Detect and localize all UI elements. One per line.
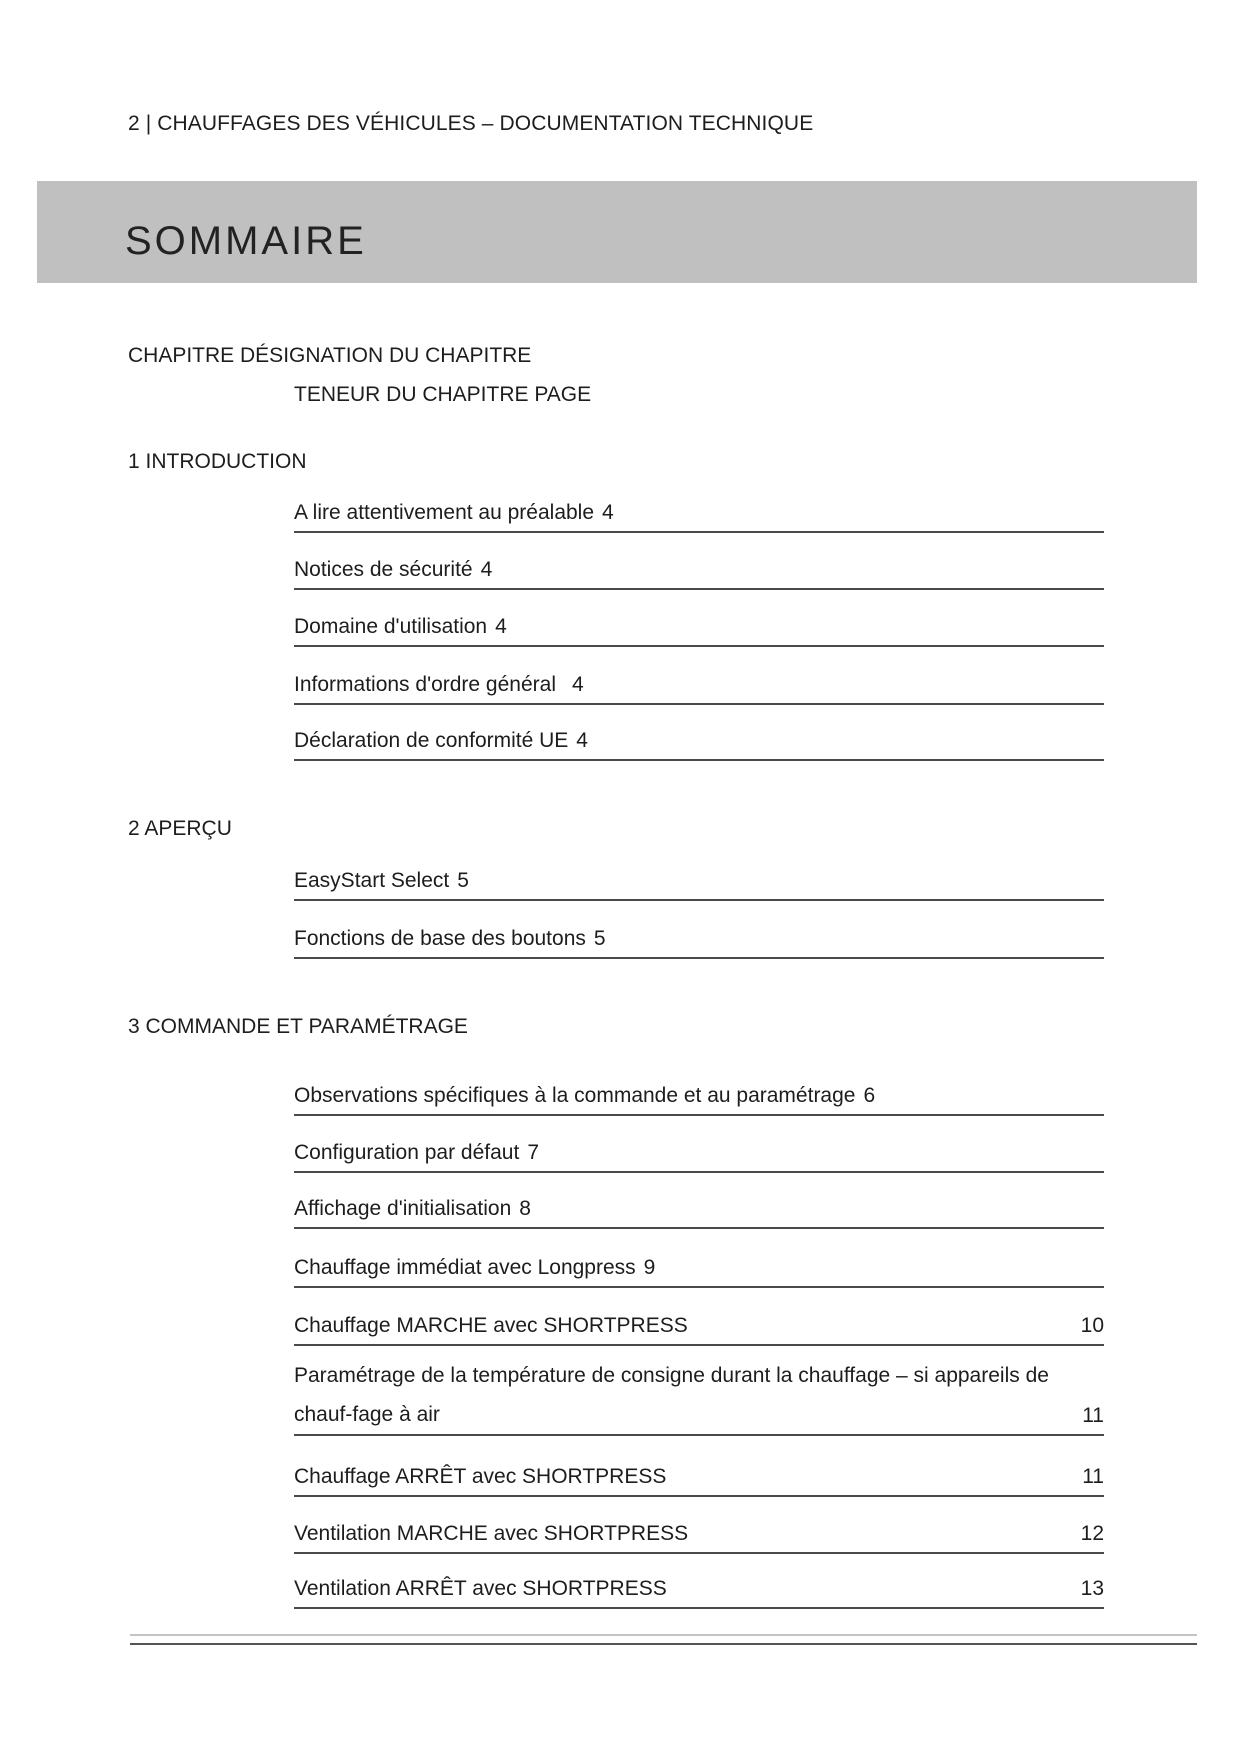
toc-entry[interactable] xyxy=(294,609,1104,647)
toc-entry-text: Déclaration de conformité UE xyxy=(294,729,569,752)
toc-entry[interactable] xyxy=(294,1135,1104,1173)
chapter-heading-3: 3 COMMANDE ET PARAMÉTRAGE xyxy=(128,1015,468,1038)
toc-entry[interactable] xyxy=(294,1516,1104,1554)
toc-entry-page: 13 xyxy=(1080,1577,1104,1600)
toc-entry[interactable] xyxy=(294,552,1104,590)
footer-rule-dark xyxy=(130,1643,1197,1645)
toc-entry[interactable] xyxy=(294,1191,1104,1229)
column-header-chapter: CHAPITRE DÉSIGNATION DU CHAPITRE xyxy=(128,344,532,367)
toc-entry-page: 11 xyxy=(1082,1404,1104,1427)
toc-entry-text: Fonctions de base des boutons xyxy=(294,927,586,950)
column-header-content: TENEUR DU CHAPITRE PAGE xyxy=(294,383,592,406)
toc-entry-page: 11 xyxy=(1082,1465,1104,1488)
toc-entry-text: Paramétrage de la température de consigne durant la chauffage – si appareils de chauf-fage à air xyxy=(294,1364,1049,1426)
toc-entry[interactable] xyxy=(294,667,1104,705)
toc-entry-page: 7 xyxy=(527,1141,540,1164)
toc-entry-page: 8 xyxy=(519,1197,531,1220)
toc-entry-page: 10 xyxy=(1080,1314,1104,1337)
toc-entry[interactable] xyxy=(294,723,1104,761)
toc-entry[interactable] xyxy=(294,921,1104,959)
toc-entry-text: Ventilation MARCHE avec SHORTPRESS xyxy=(294,1522,689,1545)
toc-entry-page: 5 xyxy=(593,927,606,950)
running-header: 2 | CHAUFFAGES DES VÉHICULES – DOCUMENTATION TECHNIQUE xyxy=(128,112,814,135)
chapter-heading-2: 2 APERÇU xyxy=(128,817,232,840)
toc-entry-text: Observations spécifiques à la commande et au paramétrage xyxy=(294,1084,856,1107)
toc-entry[interactable] xyxy=(294,1571,1104,1609)
toc-entry-text: Notices de sécurité xyxy=(294,558,473,581)
toc-entry-text: Chauffage ARRÊT avec SHORTPRESS xyxy=(294,1465,667,1488)
toc-entry[interactable] xyxy=(294,1250,1104,1288)
toc-entry-text: Informations d'ordre général xyxy=(294,673,556,696)
toc-entry-text: Chauffage MARCHE avec SHORTPRESS xyxy=(294,1314,688,1337)
toc-entry-page: 4 xyxy=(602,501,614,524)
toc-entry-text: Affichage d'initialisation xyxy=(294,1197,512,1220)
toc-entry-page: 4 xyxy=(495,615,507,638)
toc-entry[interactable] xyxy=(294,495,1104,533)
toc-entry-page: 6 xyxy=(863,1084,876,1107)
toc-entry[interactable] xyxy=(294,1308,1104,1346)
footer-rule-light xyxy=(130,1634,1197,1636)
toc-entry[interactable] xyxy=(294,1459,1104,1497)
toc-entry-text: Ventilation ARRÊT avec SHORTPRESS xyxy=(294,1577,667,1600)
toc-entry-page: 9 xyxy=(643,1256,656,1279)
toc-entry-page: 12 xyxy=(1080,1522,1104,1545)
toc-entry-page: 4 xyxy=(572,673,584,696)
toc-entry[interactable] xyxy=(294,1356,1104,1436)
toc-entry-page: 5 xyxy=(457,869,469,892)
toc-entry-text: Domaine d'utilisation xyxy=(294,615,488,638)
toc-entry[interactable] xyxy=(294,1078,1104,1116)
toc-entry-text: A lire attentivement au préalable xyxy=(294,501,595,524)
chapter-heading-1: 1 INTRODUCTION xyxy=(128,450,307,473)
toc-entry-text: Configuration par défaut xyxy=(294,1141,520,1164)
page-title: SOMMAIRE xyxy=(125,219,367,263)
toc-entry-text: Chauffage immédiat avec Longpress xyxy=(294,1256,636,1279)
toc-entry[interactable] xyxy=(294,863,1104,901)
toc-entry-page: 4 xyxy=(576,729,588,752)
toc-entry-page: 4 xyxy=(480,558,493,581)
toc-entry-text: EasyStart Select xyxy=(294,869,450,892)
